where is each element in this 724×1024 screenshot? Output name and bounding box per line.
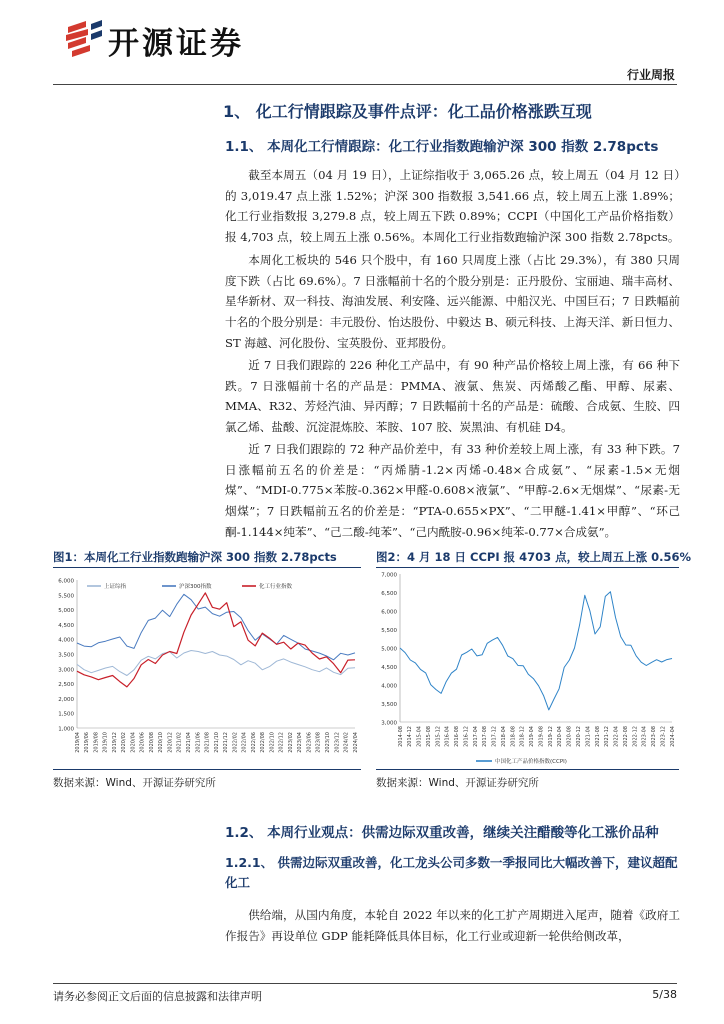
- x-tick-label: 2019/12: [111, 732, 118, 753]
- x-tick-label: 2015-04: [416, 726, 423, 747]
- y-tick-label: 3,500: [381, 702, 397, 708]
- y-tick-label: 1,500: [58, 711, 74, 718]
- y-tick-label: 2,500: [58, 682, 74, 689]
- x-tick-label: 2018-12: [519, 726, 526, 747]
- y-tick-label: 5,500: [58, 593, 74, 600]
- company-logo: [64, 18, 104, 58]
- page-number: 5/38: [652, 988, 677, 1001]
- x-tick-label: 2018-08: [510, 726, 517, 747]
- x-tick-label: 2024-04: [669, 726, 676, 747]
- x-tick-label: 2016-04: [444, 726, 451, 747]
- y-tick-label: 3,500: [58, 652, 74, 659]
- x-tick-label: 2023/10: [325, 732, 331, 753]
- series-line-1: [77, 594, 355, 660]
- paragraph-stocks: 本周化工板块的 546 只个股中，有 160 只周度上涨（占比 29.3%），有 380 只周度下跌（占比 69.6%）。7 日涨幅前十名的个股分别是：正丹股份、宝丽迪、瑞丰高材、星华新材、双一科技、海油发展、利安隆、远兴能源、中船汉光、中国巨石；7 日跌幅前十名的个股分别是：丰元股份、怡达股份、中毅达 B、硕元科技、上海天洋、新日恒力、ST 海越、河化股份、宝英股份、亚邦股份。: [225, 253, 680, 350]
- x-tick-label: 2022/08: [260, 732, 267, 753]
- legend-label: 沪深300指数: [179, 584, 212, 590]
- figure2-top-rule: [376, 567, 679, 568]
- legend-label: 中国化工产品价格指数(CCPI): [495, 759, 567, 765]
- subsection-heading-views: 1.2、 本周行业观点：供需边际双重改善，继续关注醋酸等化工涨价品种: [225, 825, 659, 841]
- x-tick-label: 2016-08: [454, 726, 461, 747]
- x-tick-label: 2023/02: [287, 732, 294, 753]
- x-tick-label: 2019-08: [538, 726, 545, 747]
- x-tick-label: 2022/06: [250, 732, 257, 753]
- x-tick-label: 2020/08: [148, 732, 155, 753]
- series-line-2: [77, 593, 355, 687]
- report-type: 行业周报: [626, 68, 675, 82]
- paragraph-products: 近 7 日我们跟踪的 226 种化工产品中，有 90 种产品价格较上周上涨，有 66 种下跌。7 日涨幅前十名的产品是：PMMA、液氯、焦炭、丙烯酸乙酯、甲醇、尿素、MMA、R32、芳烃汽油、异丙醇；7 日跌幅前十名的产品是：硫酸、合成氨、生胶、四氯乙烯、盐酸、沉淀混炼胶、苯胺、107 胶、炭黑油、有机硅 D4。: [225, 358, 680, 435]
- y-tick-label: 7,000: [381, 572, 397, 579]
- x-tick-label: 2021/12: [223, 732, 230, 753]
- x-tick-label: 2022/10: [269, 732, 276, 753]
- x-tick-label: 2018-04: [500, 726, 507, 747]
- x-tick-label: 2020-12: [576, 726, 583, 747]
- chart-index-comparison: [53, 570, 361, 768]
- legend-label: 上证综指: [104, 584, 127, 590]
- header-divider: [53, 84, 677, 85]
- x-tick-label: 2023/04: [297, 732, 304, 753]
- x-tick-label: 2024/04: [352, 732, 359, 753]
- x-tick-label: 2021-08: [594, 726, 601, 747]
- x-tick-label: 2020-08: [566, 726, 573, 747]
- figure1-top-rule: [53, 567, 361, 568]
- x-tick-label: 2022/02: [232, 732, 239, 753]
- x-tick-label: 2021/06: [195, 732, 202, 753]
- y-tick-label: 3,000: [58, 667, 74, 674]
- logo-mark-icon: [64, 18, 104, 58]
- series-line-0: [400, 592, 672, 710]
- paragraph-supply: 供给端，从国内角度，本轮自 2022 年以来的化工扩产周期进入尾声，随着《政府工作报告》再设单位 GDP 能耗降低具体目标，化工行业或迎新一轮供给侧改革，: [225, 908, 680, 943]
- x-tick-label: 2019/10: [102, 732, 109, 753]
- y-tick-label: 4,500: [381, 665, 397, 671]
- x-tick-label: 2017-12: [491, 726, 498, 747]
- figure1-bottom-rule: [53, 769, 361, 770]
- x-tick-label: 2022/04: [241, 732, 248, 753]
- x-tick-label: 2017-04: [472, 726, 479, 747]
- x-tick-label: 2020/04: [130, 732, 137, 753]
- x-tick-label: 2014-12: [407, 726, 414, 747]
- logo-wordmark: 开源证券: [108, 26, 244, 62]
- x-tick-label: 2020/02: [121, 732, 128, 753]
- chart-ccpi: [376, 570, 679, 768]
- x-tick-label: 2023-04: [641, 726, 648, 747]
- figure1-source: 数据来源：Wind、开源证券研究所: [53, 777, 216, 789]
- figure2-source: 数据来源：Wind、开源证券研究所: [376, 777, 539, 789]
- x-tick-label: 2021-12: [604, 726, 611, 747]
- y-tick-label: 4,500: [58, 622, 74, 629]
- y-tick-label: 4,000: [381, 683, 397, 690]
- subsection-heading: 1.1、 本周化工行情跟踪：化工行业指数跑输沪深 300 指数 2.78pcts: [225, 139, 659, 155]
- x-tick-label: 2020/06: [139, 732, 146, 753]
- footer-divider: [53, 983, 677, 984]
- x-tick-label: 2020/12: [167, 732, 174, 753]
- x-tick-label: 2020/10: [158, 732, 165, 753]
- x-tick-label: 2019/04: [74, 732, 81, 753]
- x-tick-label: 2021/04: [186, 732, 192, 753]
- paragraph-spreads: 近 7 日我们跟踪的 72 种产品价差中，有 33 种价差较上周上涨，有 33 种下跌。7 日涨幅前五名的价差是：“丙烯腈-1.2×丙烯-0.48×合成氨”、“尿素-1.5×无烟煤”、“MDI-0.775×苯胺-0.362×甲醛-0.608×液氯”、“甲醇-2.6×无烟煤”、“尿素-无烟煤”；7 日跌幅前五名的价差是：“PTA-0.655×PX”、“二甲醚-1.41×甲醇”、“环己酮-1.144×纯苯”、“己二酸-纯苯”、“己内酰胺-0.96×纯苯-0.77×合成氨”。: [225, 442, 680, 539]
- x-tick-label: 2023-12: [660, 726, 667, 747]
- x-tick-label: 2017-08: [482, 726, 489, 747]
- x-tick-label: 2020-04: [557, 726, 564, 747]
- x-tick-label: 2023/08: [315, 732, 322, 753]
- x-tick-label: 2019-12: [547, 726, 554, 747]
- footer-disclaimer: 请务必参阅正文后面的信息披露和法律声明: [53, 990, 262, 1003]
- x-tick-label: 2021/08: [204, 732, 211, 753]
- figure2-bottom-rule: [376, 769, 679, 770]
- x-tick-label: 2015-08: [425, 726, 432, 747]
- y-tick-label: 1,000: [58, 726, 74, 733]
- x-tick-label: 2015-12: [435, 726, 442, 747]
- x-tick-label: 2022/12: [278, 732, 285, 753]
- x-tick-label: 2022-08: [622, 726, 629, 747]
- x-tick-label: 2024/02: [343, 732, 350, 753]
- y-tick-label: 6,000: [58, 578, 74, 585]
- x-tick-label: 2021-04: [585, 726, 592, 747]
- y-tick-label: 5,000: [381, 646, 397, 653]
- y-tick-label: 6,000: [381, 609, 397, 616]
- x-tick-label: 2022-12: [632, 726, 639, 747]
- y-tick-label: 2,000: [58, 696, 74, 703]
- x-tick-label: 2016-12: [463, 726, 470, 747]
- x-tick-label: 2021/10: [213, 732, 220, 753]
- y-tick-label: 3,000: [381, 720, 397, 727]
- figure2-title: 图2：4 月 18 日 CCPI 报 4703 点，较上周五上涨 0.56%: [376, 550, 692, 564]
- y-tick-label: 5,500: [381, 628, 397, 634]
- y-tick-label: 5,000: [58, 608, 74, 615]
- section-heading: 1、 化工行情跟踪及事件点评：化工品价格涨跌互现: [223, 102, 592, 121]
- x-tick-label: 2023/12: [334, 732, 341, 753]
- legend-label: 化工行业指数: [259, 584, 293, 590]
- x-tick-label: 2021/02: [176, 732, 183, 753]
- y-tick-label: 4,000: [58, 637, 74, 644]
- figure1-title: 图1：本周化工行业指数跑输沪深 300 指数 2.78pcts: [53, 550, 337, 564]
- x-tick-label: 2014-08: [397, 726, 404, 747]
- x-tick-label: 2023/06: [306, 732, 313, 753]
- subsubsection-heading: 1.2.1、 供需边际双重改善，化工龙头公司多数一季报同比大幅改善下，建议超配化工: [225, 855, 678, 890]
- x-tick-label: 2019/06: [84, 732, 91, 753]
- x-tick-label: 2023-08: [651, 726, 658, 747]
- x-tick-label: 2022-04: [613, 726, 620, 747]
- paragraph-market: 截至本周五（04 月 19 日），上证综指收于 3,065.26 点，较上周五（04 月 12 日）的 3,019.47 点上涨 1.52%；沪深 300 指数报 3,541.66 点，较上周五上涨 1.89%；化工行业指数报 3,279.8 点，较上周五下跌 0.89%；CCPI（中国化工产品价格指数）报 4,703 点，较上周五上涨 0.56%。本周化工行业指数跑输沪深 300 指数 2.78pcts。: [225, 168, 680, 245]
- x-tick-label: 2019-04: [529, 726, 536, 747]
- y-tick-label: 6,500: [381, 591, 397, 597]
- x-tick-label: 2019/08: [93, 732, 100, 753]
